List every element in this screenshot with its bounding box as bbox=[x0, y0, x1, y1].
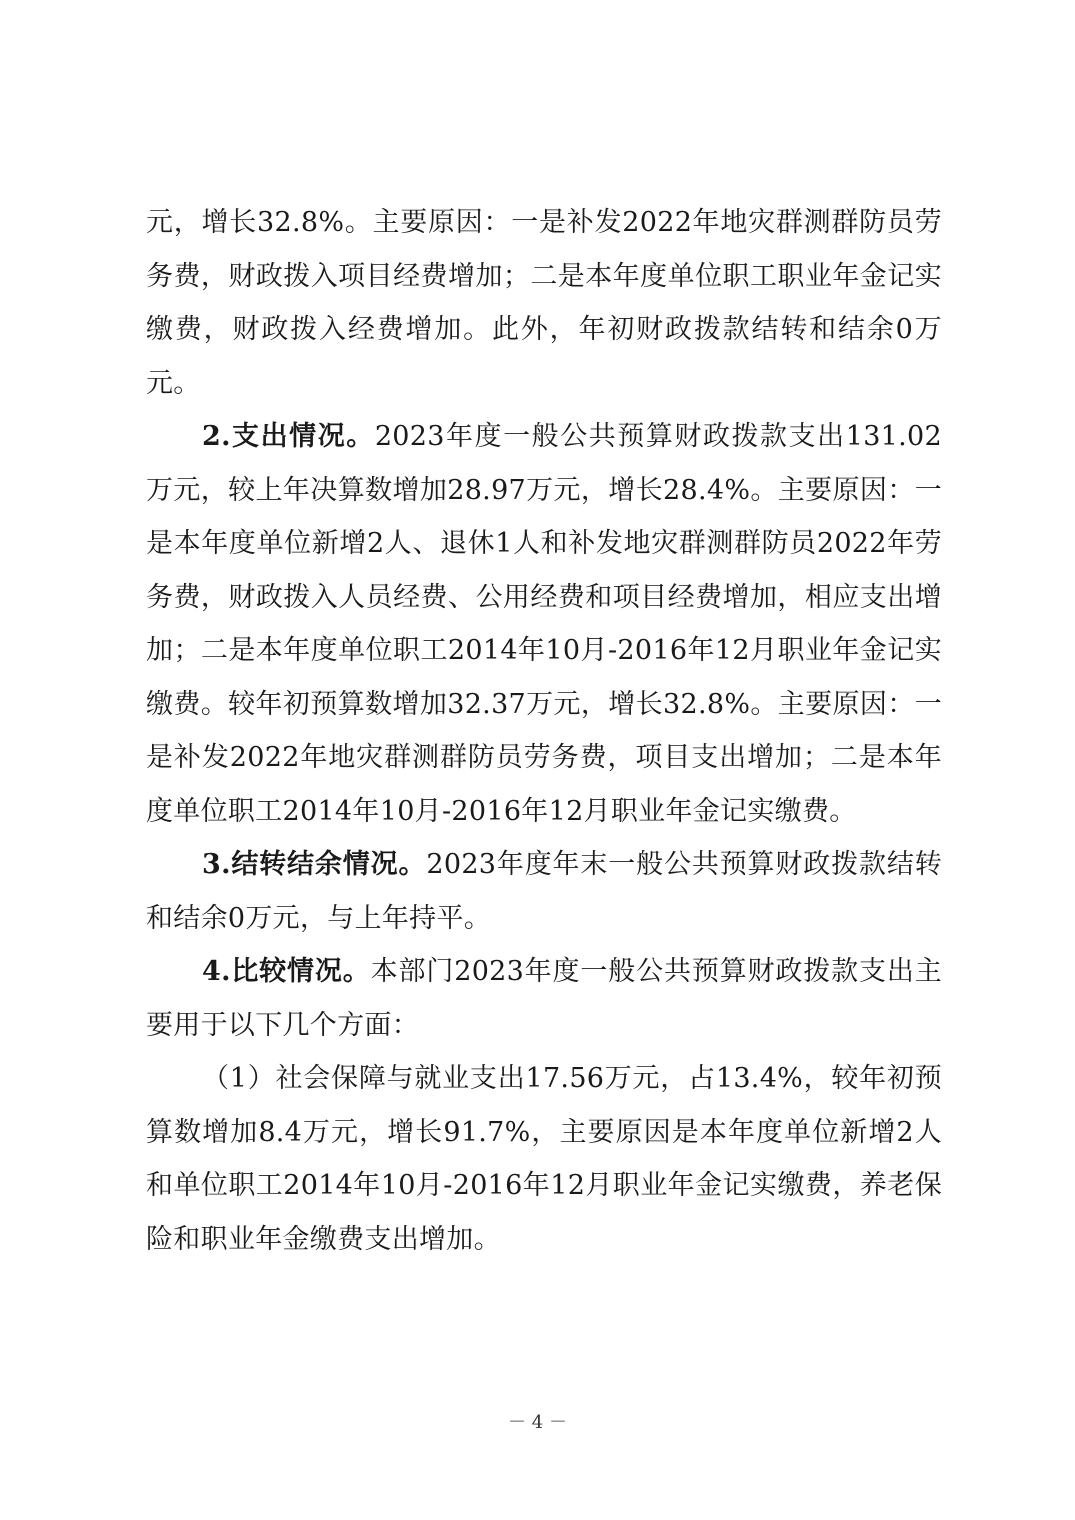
heading-expenditure: 2.支出情况。 bbox=[202, 421, 375, 452]
paragraph-expenditure bbox=[146, 410, 942, 838]
paragraph-social-security: （1）社会保障与就业支出17.56万元，占13.4%，较年初预算数增加8.4万元，增长91.7%，主要原因是本年度单位新增2人和单位职工2014年10月-2016年12月职业年金记实缴费，养老保险和职业年金缴费支出增加。 bbox=[146, 1063, 942, 1255]
text-expenditure: 2023年度一般公共预算财政拨款支出131.02万元，较上年决算数增加28.97万元，增长28.4%。主要原因：一是本年度单位新增2人、退休1人和补发地灾群测群防员2022年劳务费，财政拨入人员经费、公用经费和项目经费增加，相应支出增加；二是本年度单位职工2014年10月-2016年12月职业年金记实缴费。较年初预算数增加32.37万元，增长32.8%。主要原因：一是补发2022年地灾群测群防员劳务费，项目支出增加；二是本年度单位职工2014年10月-2016年12月职业年金记实缴费。 bbox=[146, 421, 942, 827]
paragraph-carryover bbox=[146, 838, 942, 945]
page-number: － 4 － bbox=[508, 1412, 567, 1433]
paragraph-comparison bbox=[146, 945, 942, 1052]
text-comparison: 本部门2023年度一般公共预算财政拨款支出主要用于以下几个方面： bbox=[146, 956, 942, 1041]
heading-comparison: 4.比较情况。 bbox=[202, 956, 371, 987]
paragraph-continuation: 元，增长32.8%。主要原因：一是补发2022年地灾群测群防员劳务费，财政拨入项目经费增加；二是本年度单位职工职业年金记实缴费，财政拨入经费增加。此外，年初财政拨款结转和结余0万元。 bbox=[146, 207, 942, 399]
document-body bbox=[146, 196, 942, 1266]
heading-carryover: 3.结转结余情况。 bbox=[202, 849, 427, 880]
text-carryover: 2023年度年末一般公共预算财政拨款结转和结余0万元，与上年持平。 bbox=[146, 849, 942, 934]
